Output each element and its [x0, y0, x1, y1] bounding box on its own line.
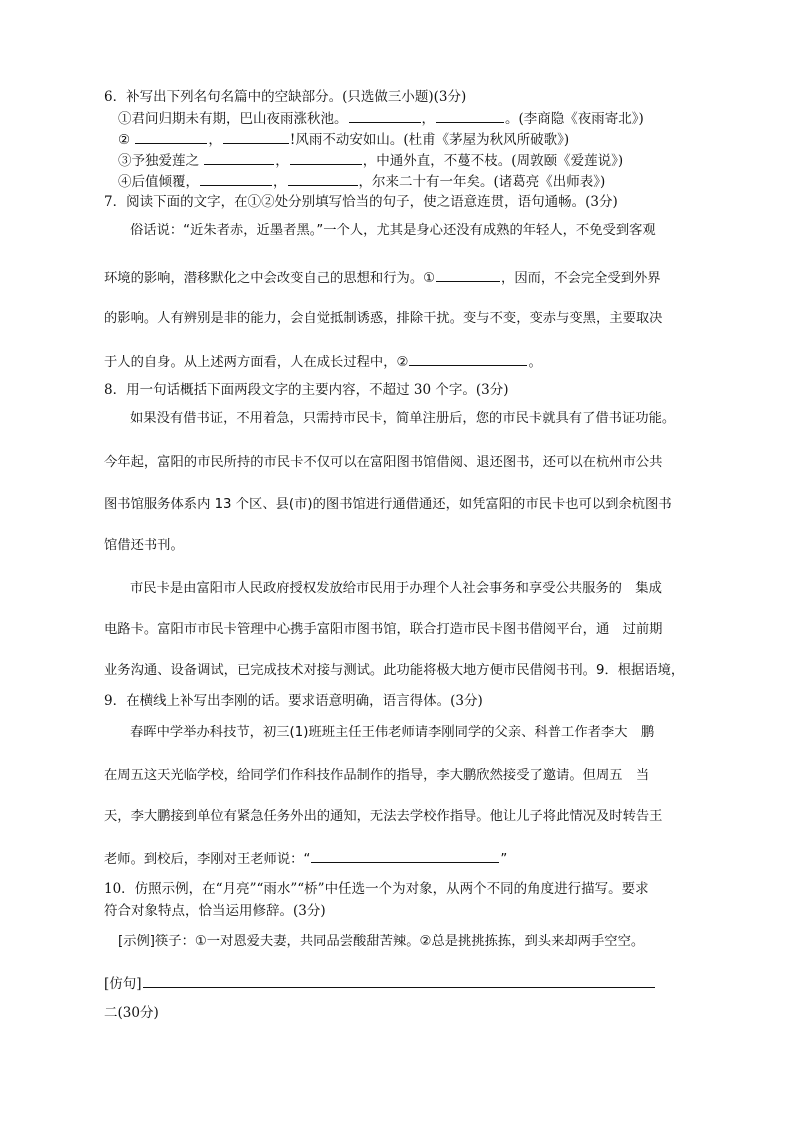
answer-blank[interactable] — [200, 172, 272, 186]
q9-paragraph-line: 老师。到校后，李刚对王老师说：“ ” — [104, 849, 507, 869]
answer-blank[interactable] — [349, 109, 421, 123]
q6-line-4: ④后值倾覆， ， ，尔来二十有一年矣。(诸葛亮《出师表》) — [118, 174, 606, 190]
q8-paragraph-line: 市民卡是由富阳市人民政府授权发放给市民用于办理个人社会事务和享受公共服务的 集成 — [130, 581, 662, 596]
q7-paragraph-line: 的影响。人有辨别是非的能力，会自觉抵制诱惑，排除干扰。变与不变，变赤与变黑，主要取决 — [104, 311, 663, 326]
answer-blank[interactable] — [204, 151, 274, 165]
q9-paragraph-line: 天，李大鹏接到单位有紧急任务外出的通知，无法去学校作指导。他让儿子将此情况及时转告王 — [104, 809, 663, 824]
q7-paragraph-line: 环境的影响，潜移默化之中会改变自己的思想和行为。① ，因而，不会完全受到外界 — [104, 268, 661, 288]
q7-title: 7．阅读下面的文字，在①②处分别填写恰当的句子，使之语意连贯，语句通畅。(3分) — [104, 194, 618, 210]
q10-imitate: [仿句] — [104, 974, 656, 993]
answer-blank[interactable] — [223, 130, 289, 144]
q9-paragraph-line: 在周五这天光临学校，给同学们作科技作品制作的指导，李大鹏欣然接受了邀请。但周五 当 — [104, 768, 650, 783]
q9-paragraph-line: 春晖中学举办科技节，初三(1)班班主任王伟老师请李刚同学的父亲、科普工作者李大 鹏 — [130, 725, 655, 740]
q10-example: [示例]筷子：①一对恩爱夫妻，共同品尝酸甜苦辣。②总是挑挑拣拣，到头来却两手空空。 — [118, 934, 645, 949]
q6-title: 6．补写出下列名句名篇中的空缺部分。(只选做三小题)(3分) — [104, 89, 467, 105]
q8-paragraph-line: 如果没有借书证，不用着急，只需持市民卡，简单注册后，您的市民卡就具有了借书证功能。 — [130, 411, 676, 426]
answer-blank[interactable] — [290, 151, 362, 165]
q6-line-3: ③予独爱莲之 ， ，中通外直，不蔓不枝。(周敦颐《爱莲说》) — [118, 153, 624, 169]
q10-title: 10．仿照示例，在“月亮”“雨水”“桥”中任选一个为对象，从两个不同的角度进行描写。要求 — [104, 881, 649, 897]
q8-paragraph-line: 电路卡。富阳市市民卡管理中心携手富阳市图书馆，联合打造市民卡图书借阅平台，通 过前期 — [104, 622, 663, 637]
q8-paragraph-line: 馆借还书刊。 — [104, 538, 184, 553]
answer-blank[interactable] — [135, 130, 207, 144]
q6-line-1: ①君问归期未有期，巴山夜雨涨秋池。 ， 。(李商隐《夜雨寄北》) — [118, 111, 644, 127]
q8-paragraph-line: 今年起，富阳的市民所持的市民卡不仅可以在富阳图书馆借阅、退还图书，还可以在杭州市公共 — [104, 455, 663, 470]
q7-paragraph-line: 于人的自身。从上述两方面看，人在成长过程中，② 。 — [104, 352, 542, 372]
answer-blank-1[interactable] — [436, 268, 500, 282]
q8-paragraph-line: 业务沟通、设备调试，已完成技术对接与测试。此功能将极大地方便市民借阅书刊。9．根据语境， — [104, 663, 685, 678]
answer-blank-2[interactable] — [409, 352, 527, 366]
answer-blank[interactable] — [436, 109, 504, 123]
q7-paragraph-line: 俗话说：“近朱者赤，近墨者黑。”一个人，尤其是身心还没有成熟的年轻人，不免受到客观 — [130, 223, 656, 238]
imitate-answer-blank[interactable] — [143, 974, 655, 988]
q10-title-cont: 符合对象特点，恰当运用修辞。(3分) — [104, 903, 326, 919]
q8-paragraph-line: 图书馆服务体系内 13 个区、县(市)的图书馆进行通借通还，如凭富阳的市民卡也可以到余杭图书 — [104, 497, 672, 512]
answer-blank[interactable] — [288, 172, 358, 186]
q8-title: 8．用一句话概括下面两段文字的主要内容，不超过 30 个字。(3分) — [104, 382, 509, 398]
section-heading: 二(30分) — [104, 1005, 159, 1021]
q9-title: 9．在横线上补写出李刚的话。要求语意明确，语言得体。(3分) — [104, 693, 483, 709]
answer-blank[interactable] — [311, 849, 499, 863]
q6-line-2: ② ， !风雨不动安如山。(杜甫《茅屋为秋风所破歌》) — [118, 132, 570, 148]
